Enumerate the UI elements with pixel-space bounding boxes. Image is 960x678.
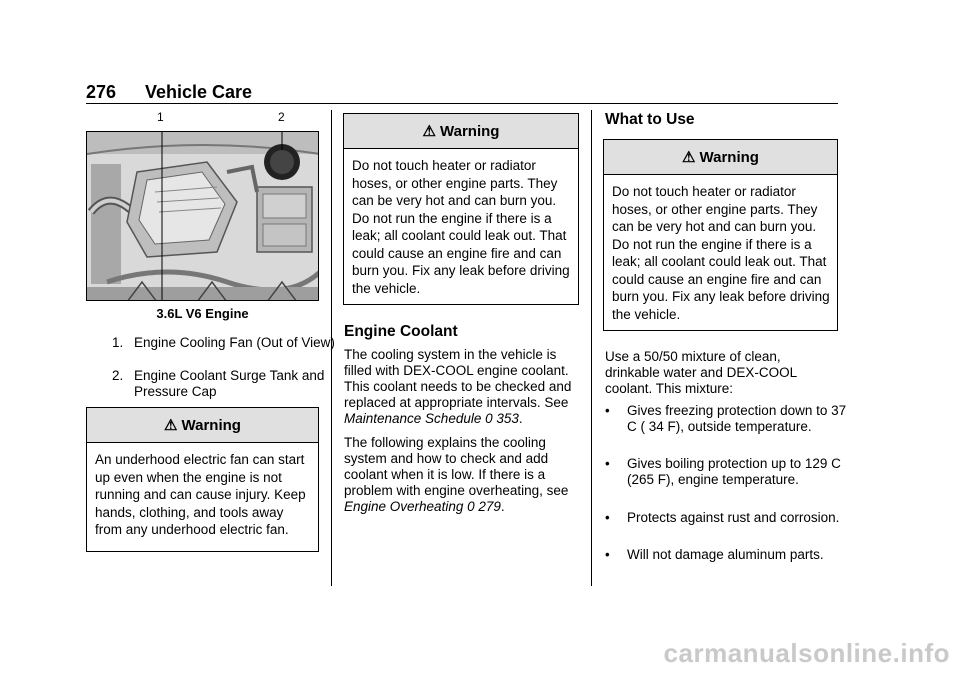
section-heading-engine-coolant: Engine Coolant: [344, 323, 458, 340]
figure-callout-2: 2: [278, 110, 285, 124]
warning-box-what-to-use: [603, 139, 838, 331]
warning-body: An underhood electric fan can start up even when the engine is not running and can cause injury. Keep hands, clothing, and tools away from any underhood electric fan.: [95, 452, 306, 537]
cross-reference-link[interactable]: Maintenance Schedule: [344, 411, 482, 426]
bullet-glyph: •: [605, 510, 610, 525]
page-reference: 0 353: [485, 411, 519, 426]
header-rule: [86, 103, 838, 104]
list-number: 2.: [112, 368, 124, 383]
warning-triangle-icon: ⚠: [422, 123, 436, 140]
warning-box-electric-fan: [86, 407, 319, 552]
bullet-text: Gives freezing protection down to 37 C ( 34 F), outside temperature.: [627, 403, 847, 434]
cross-reference-link[interactable]: Engine Overheating: [344, 499, 464, 514]
warning-box-hot-hoses: [343, 113, 579, 305]
list-text: Engine Cooling Fan (Out of View): [134, 335, 335, 350]
column-divider-right: [591, 110, 592, 586]
section-heading-what-to-use: What to Use: [605, 111, 695, 128]
bullet-item: [605, 547, 837, 567]
figure-caption: 3.6L V6 Engine: [156, 306, 249, 321]
warning-title: Warning: [181, 416, 241, 434]
bullet-item: [605, 403, 847, 449]
list-number: 1.: [112, 335, 124, 350]
bullet-item: [605, 456, 841, 496]
bullet-glyph: •: [605, 456, 610, 471]
list-text: Engine Coolant Surge Tank and Pressure Cap: [134, 368, 325, 399]
paragraph-text: The following explains the cooling system and how to check and add coolant when it is low. If there is a problem with engine overheating, see: [344, 435, 569, 498]
paragraph: [344, 435, 580, 515]
section-title: Vehicle Care: [145, 82, 253, 102]
warning-header: [344, 114, 578, 149]
what-to-use-intro: Use a 50/50 mixture of clean, drinkable water and DEX-COOL coolant. This mixture:: [605, 349, 797, 396]
warning-triangle-icon: ⚠: [682, 149, 696, 166]
warning-header: [604, 140, 837, 175]
bullet-item: [605, 510, 840, 544]
watermark: carmanualsonline.info: [663, 638, 950, 668]
paragraph: [344, 347, 580, 427]
page-number: 276: [86, 82, 117, 102]
punctuation: .: [518, 411, 523, 426]
engine-coolant-body: [344, 347, 580, 523]
bullet-glyph: •: [605, 547, 610, 562]
paragraph-text: The cooling system in the vehicle is filled with DEX-COOL engine coolant. This coolant needs to be checked and replaced at appropriate intervals. See: [344, 347, 572, 410]
engine-compartment-illustration: [86, 131, 319, 301]
page-reference: 0 279: [467, 499, 501, 514]
bullet-text: Gives boiling protection up to 129 C (265 F), engine temperature.: [627, 456, 841, 487]
warning-title: Warning: [440, 122, 500, 140]
bullet-glyph: •: [605, 403, 610, 418]
warning-body: Do not touch heater or radiator hoses, or other engine parts. They can be very hot and can burn you. Do not run the engine if there is a leak; all coolant could leak out. That could cause an engine fire and can burn you. Fix any leak before driving the vehicle.: [352, 158, 570, 296]
warning-body: Do not touch heater or radiator hoses, or other engine parts. They can be very hot and can burn you. Do not run the engine if there is a leak; all coolant could leak out. That could cause an engine fire and can burn you. Fix any leak before driving the vehicle.: [612, 184, 830, 322]
warning-title: Warning: [699, 148, 759, 166]
figure-callout-1: 1: [157, 110, 164, 124]
bullet-text: Protects against rust and corrosion.: [627, 510, 840, 525]
warning-header: [87, 408, 318, 443]
figure-list-item: [112, 368, 325, 408]
engine-illustration-svg: [87, 132, 319, 301]
bullet-text: Will not damage aluminum parts.: [627, 547, 824, 562]
punctuation: .: [500, 499, 505, 514]
warning-triangle-icon: ⚠: [164, 417, 178, 434]
